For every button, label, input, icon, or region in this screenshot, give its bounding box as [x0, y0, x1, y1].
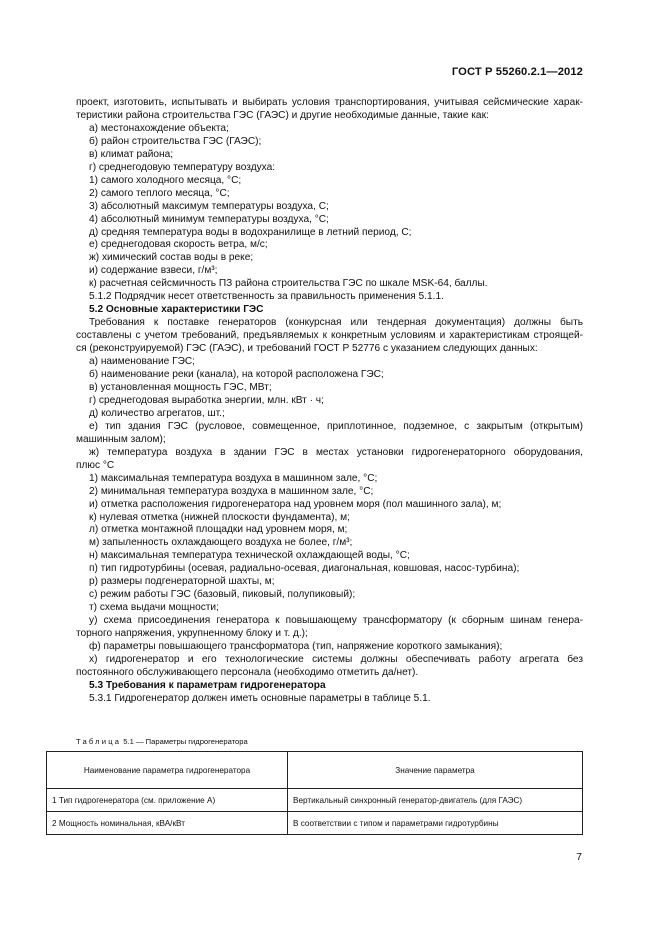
- text-line: машинным залом);: [76, 433, 166, 445]
- parameters-table: [46, 751, 583, 835]
- text-line: составлены с учетом требований, предъявляемых к конкретным условиям и характеристикам строящей-: [76, 330, 583, 342]
- table-row: [47, 789, 583, 812]
- text-line: плюс °С: [76, 459, 115, 471]
- table-header-row: [47, 752, 583, 789]
- text-line: 2) минимальная температура воздуха в машинном зале, °С;: [89, 485, 374, 497]
- table-caption-prefix: Таблица: [76, 737, 122, 746]
- text-line: а) местонахождение объекта;: [89, 122, 229, 134]
- text-line: 3) абсолютный максимум температуры воздуха, С;: [89, 200, 329, 212]
- text-line: м) запыленность охлаждающего воздуха не более, г/м³;: [89, 537, 353, 549]
- text-line: 2) самого теплого месяца, °С;: [89, 187, 230, 199]
- text-line: к) нулевая отметка (нижней плоскости фундамента), м;: [89, 511, 350, 523]
- text-line: к) расчетная сейсмичность ПЗ района строительства ГЭС по шкале MSK-64, баллы.: [89, 278, 488, 290]
- text-line: 5.1.2 Подрядчик несет ответственность за правильность применения 5.1.1.: [89, 291, 444, 303]
- text-line: г) среднегодовая выработка энергии, млн. кВт · ч;: [89, 394, 324, 406]
- document-header: ГОСТ Р 55260.2.1—2012: [451, 66, 583, 78]
- text-line: 5.3.1 Гидрогенератор должен иметь основные параметры в таблице 5.1.: [89, 692, 431, 704]
- text-line: х) гидрогенератор и его технологические системы должны обеспечивать работу агрегата без: [89, 653, 583, 665]
- text-line: п) тип гидротурбины (осевая, радиально-осевая, диагональная, ковшовая, насос-турбина);: [89, 563, 520, 575]
- text-line: и) содержание взвеси, г/м³;: [89, 265, 218, 277]
- text-line: и) отметка расположения гидрогенератора над уровнем моря (пол машинного зала), м;: [89, 498, 502, 510]
- text-line: д) средняя температура воды в водохранилище в летний период, С;: [89, 226, 412, 238]
- text-line: а) наименование ГЭС;: [89, 356, 195, 368]
- table-cell-value: В соответствии с типом и параметрами гидротурбины: [288, 812, 583, 835]
- text-line: 1) самого холодного месяца, °С;: [89, 174, 242, 186]
- text-line: проект, изготовить, испытывать и выбирать условия транспортирования, учитывая сейсмические харак-: [76, 97, 583, 108]
- table-row: [47, 812, 583, 835]
- table-cell-parameter: 2 Мощность номинальная, кВА/кВт: [47, 812, 288, 835]
- text-line: е) среднегодовая скорость ветра, м/с;: [89, 239, 268, 251]
- text-line: ся (реконструируемой) ГЭС (ГАЭС), и требований ГОСТ Р 52776 с указанием следующих данных:: [76, 343, 538, 355]
- text-line: н) максимальная температура технической охлаждающей воды, °С;: [89, 550, 410, 562]
- text-line: л) отметка монтажной площадки над уровнем моря, м;: [89, 524, 348, 536]
- text-line: т) схема выдачи мощности;: [89, 602, 219, 614]
- text-line: теристики района строительства ГЭС (ГАЭС) и другие необходимые данные, такие как:: [76, 109, 489, 121]
- text-line: Требования к поставке генераторов (конкурсная или тендерная документация) должны быть: [89, 317, 583, 329]
- text-line: в) установленная мощность ГЭС, МВт;: [89, 381, 272, 393]
- text-line: ж) химический состав воды в реке;: [89, 252, 254, 264]
- text-line: г) среднегодовую температуру воздуха:: [89, 161, 276, 173]
- table-caption-title: 5.1 — Параметры гидрогенератора: [121, 737, 248, 746]
- text-line: в) климат района;: [89, 148, 174, 160]
- table-header-parameter: Наименование параметра гидрогенератора: [47, 752, 288, 789]
- text-line: с) режим работы ГЭС (базовый, пиковый, полупиковый);: [89, 589, 356, 601]
- text-line: 4) абсолютный минимум температуры воздуха, °С;: [89, 213, 329, 225]
- text-line: ф) параметры повышающего трансформатора (тип, напряжение короткого замыкания);: [89, 641, 503, 653]
- table-cell-value: Вертикальный синхронный генератор-двигатель (для ГАЭС): [288, 789, 583, 812]
- text-line: е) тип здания ГЭС (русловое, совмещенное, приплотинное, подземное, с закрытым (открытым): [89, 420, 583, 432]
- page-number: 7: [576, 852, 582, 863]
- table-caption: [76, 737, 248, 746]
- section-heading: 5.3 Требования к параметрам гидрогенератора: [89, 679, 326, 691]
- text-line: 1) максимальная температура воздуха в машинном зале, °С;: [89, 472, 378, 484]
- text-line: р) размеры подгенераторной шахты, м;: [89, 576, 275, 588]
- text-line: д) количество агрегатов, шт.;: [89, 407, 225, 419]
- text-line: постоянного обслуживающего персонала (необходимо отметить да/нет).: [76, 666, 419, 678]
- text-line: б) район строительства ГЭС (ГАЭС);: [89, 135, 262, 147]
- section-heading: 5.2 Основные характеристики ГЭС: [89, 304, 264, 316]
- text-line: ж) температура воздуха в здании ГЭС в местах установки гидрогенераторного оборудования,: [89, 446, 583, 458]
- text-line: б) наименование реки (канала), на которой расположена ГЭС;: [89, 369, 384, 381]
- table-cell-parameter: 1 Тип гидрогенератора (см. приложение А): [47, 789, 288, 812]
- text-line: у) схема присоединения генератора к повышающему трансформатору (к сборным шинам генера-: [89, 615, 583, 627]
- table-header-value: Значение параметра: [288, 752, 583, 789]
- text-line: торного напряжения, укрупненному блоку и т. д.);: [76, 628, 308, 640]
- document-body: [76, 97, 583, 706]
